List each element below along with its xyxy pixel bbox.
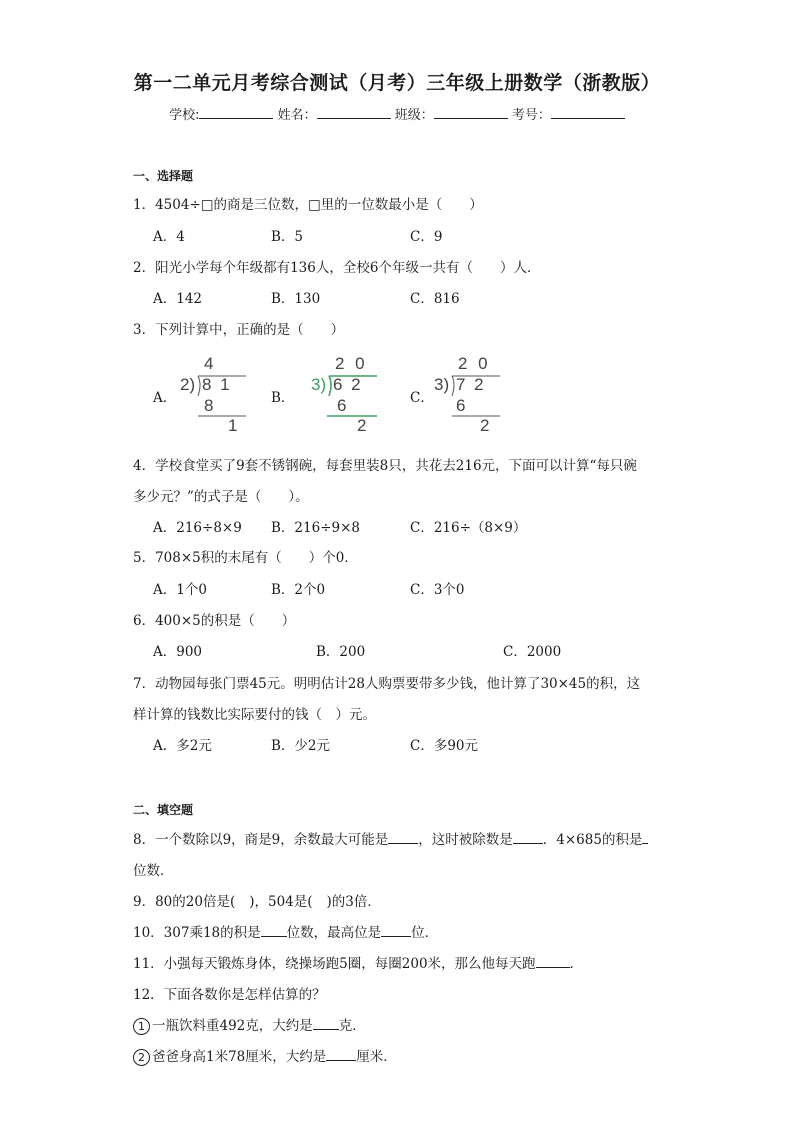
q4-option-a[interactable]: A．216÷8×9 [153, 520, 242, 536]
q5-option-b[interactable]: B．2个0 [271, 582, 326, 598]
div-b-dividend: 6 2 [333, 375, 363, 394]
question-10 [133, 921, 438, 941]
class-label: 班级： [394, 108, 434, 123]
q6-option-b[interactable]: B．200 [316, 644, 366, 660]
q11-text-2: ． [569, 956, 584, 972]
q12-sub-2-text-1: 爸爸身高1米78厘米，大约是 [152, 1049, 327, 1065]
page-title: 第一二单元月考综合测试（月考）三年级上册数学（浙教版） [133, 72, 661, 94]
q6-option-a[interactable]: A．900 [153, 644, 203, 660]
school-label: 学校: [169, 108, 200, 123]
div-a-divisor: 2) [180, 375, 196, 394]
long-division-b [309, 350, 381, 435]
q8-text-2: ，这时被除数是 [418, 832, 513, 848]
class-blank[interactable] [434, 106, 508, 119]
q12-sub-1-blank[interactable] [313, 1016, 339, 1030]
q8-blank-3[interactable] [642, 830, 648, 844]
q8-text-1: 8．一个数除以9，商是9，余数最大可能是 [133, 832, 389, 848]
q9-text-1: 9．80的20倍是( [133, 894, 236, 910]
section-heading-fill-blank: 二、填空题 [133, 803, 194, 817]
question-7-stem-line2: 样计算的钱数比实际要付的钱（ ）元。 [133, 707, 376, 723]
q4-option-c[interactable]: C．216÷（8×9） [410, 520, 527, 536]
q2-option-b[interactable]: B．130 [271, 291, 321, 307]
q10-text-3: 位． [411, 925, 439, 941]
q9-text-2: )，504是( [249, 894, 313, 910]
question-5-stem: 5．708×5积的末尾有（ ）个0． [133, 550, 358, 566]
q10-blank-1[interactable] [261, 923, 287, 937]
q7-option-c[interactable]: C．多90元 [410, 738, 479, 754]
q11-text-1: 11．小强每天锻炼身体，绕操场跑5圈，每圈200米，那么他每天跑 [133, 956, 536, 972]
question-1-stem: 1．4504÷□的商是三位数，□里的一位数最小是（ ） [133, 197, 483, 213]
q12-sub-1-text-2: 克． [338, 1018, 366, 1034]
question-12-sub-2 [133, 1045, 397, 1066]
q3-option-a[interactable]: A． [153, 390, 177, 406]
question-9 [133, 890, 381, 910]
q8-text-4: 位数． [133, 863, 174, 879]
number-blank[interactable] [551, 106, 625, 119]
question-11 [133, 952, 583, 972]
question-3-stem: 3．下列计算中，正确的是（ ） [133, 322, 345, 338]
question-4-stem-line1: 4．学校食堂买了9套不锈钢碗，每套里装8只，共花去216元，下面可以计算“每只碗 [133, 458, 637, 474]
div-b-divisor: 3) [311, 375, 327, 394]
student-info-row [0, 104, 794, 123]
question-12-stem: 12．下面各数你是怎样估算的？ [133, 987, 326, 1003]
school-blank[interactable] [199, 106, 273, 119]
q5-option-a[interactable]: A．1个0 [153, 582, 207, 598]
question-8-line1 [133, 828, 648, 848]
q9-text-3: )的3倍． [326, 894, 381, 910]
q10-text-1: 10．307乘18的积是 [133, 925, 261, 941]
div-a-quotient: 4 [204, 354, 214, 373]
q10-blank-2[interactable] [381, 923, 411, 937]
div-a-dividend: 8 1 [202, 375, 232, 394]
q2-option-c[interactable]: C．816 [410, 291, 460, 307]
q11-blank-1[interactable] [536, 954, 570, 968]
question-7-stem-line1: 7．动物园每张门票45元。明明估计28人购票要带多少钱，他计算了30×45的积，这 [133, 676, 641, 692]
question-6-stem: 6．400×5的积是（ ） [133, 613, 296, 629]
q12-sub-2-blank[interactable] [326, 1047, 356, 1061]
q6-option-c[interactable]: C．2000 [503, 644, 562, 660]
q8-text-3: ．4×685的积是 [542, 832, 643, 848]
q12-sub-2-text-2: 厘米． [356, 1049, 397, 1065]
div-b-subtrahend: 6 [337, 396, 347, 415]
div-c-quotient: 2 0 [458, 354, 491, 373]
q2-option-a[interactable]: A．142 [153, 291, 203, 307]
long-division-a [178, 350, 250, 435]
q12-sub-1-text-1: 一瓶饮料重492克，大约是 [152, 1018, 313, 1034]
q1-option-b[interactable]: B．5 [271, 229, 304, 245]
q12-sub-2-number: 2 [133, 1049, 150, 1066]
name-blank[interactable] [317, 106, 391, 119]
long-division-c [432, 350, 504, 435]
q8-blank-2[interactable] [513, 830, 543, 844]
q12-sub-1-number: 1 [133, 1018, 150, 1035]
q7-option-b[interactable]: B．少2元 [271, 738, 331, 754]
number-label: 考号： [511, 108, 551, 123]
name-label: 姓名： [277, 108, 317, 123]
q4-option-b[interactable]: B．216÷9×8 [271, 520, 360, 536]
q1-option-c[interactable]: C．9 [410, 229, 443, 245]
div-c-subtrahend: 6 [456, 396, 466, 415]
question-12-sub-1 [133, 1014, 366, 1035]
section-heading-choice: 一、选择题 [133, 169, 194, 183]
q10-text-2: 位数，最高位是 [286, 925, 382, 941]
q3-option-c[interactable]: C． [410, 390, 434, 406]
div-c-remainder: 2 [480, 416, 490, 435]
question-4-stem-line2: 多少元？”的式子是（ ）。 [133, 489, 309, 505]
q3-option-b[interactable]: B． [271, 390, 295, 406]
q8-blank-1[interactable] [388, 830, 418, 844]
q1-option-a[interactable]: A．4 [153, 229, 185, 245]
div-b-quotient: 2 0 [335, 354, 368, 373]
div-a-subtrahend: 8 [204, 396, 214, 415]
question-2-stem: 2．阳光小学每个年级都有136人，全校6个年级一共有（ ）人． [133, 260, 541, 276]
q7-option-a[interactable]: A．多2元 [153, 738, 212, 754]
div-c-divisor: 3) [434, 375, 450, 394]
q5-option-c[interactable]: C．3个0 [410, 582, 465, 598]
div-a-remainder: 1 [228, 416, 238, 435]
div-c-dividend: 7 2 [456, 375, 486, 394]
div-b-remainder: 2 [357, 416, 367, 435]
